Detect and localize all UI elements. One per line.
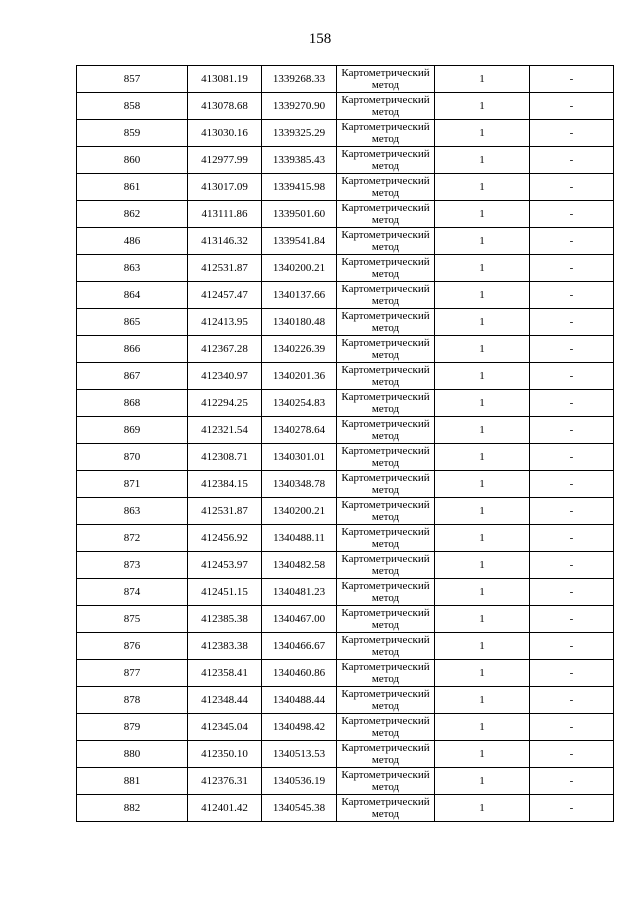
method-cell: Картометрический метод xyxy=(337,120,435,147)
x-coordinate-cell: 412531.87 xyxy=(188,255,262,282)
accuracy-cell: 1 xyxy=(435,660,530,687)
description-cell: - xyxy=(530,147,614,174)
x-coordinate-cell: 412531.87 xyxy=(188,498,262,525)
x-coordinate-cell: 413081.19 xyxy=(188,66,262,93)
description-cell: - xyxy=(530,444,614,471)
method-cell: Картометрический метод xyxy=(337,147,435,174)
table-row xyxy=(77,471,614,498)
point-number-cell: 868 xyxy=(77,390,188,417)
y-coordinate-cell: 1340348.78 xyxy=(262,471,337,498)
y-coordinate-cell: 1340488.11 xyxy=(262,525,337,552)
description-cell: - xyxy=(530,93,614,120)
method-cell: Картометрический метод xyxy=(337,336,435,363)
accuracy-cell: 1 xyxy=(435,768,530,795)
y-coordinate-cell: 1340200.21 xyxy=(262,498,337,525)
method-cell: Картометрический метод xyxy=(337,309,435,336)
accuracy-cell: 1 xyxy=(435,336,530,363)
y-coordinate-cell: 1340254.83 xyxy=(262,390,337,417)
y-coordinate-cell: 1339541.84 xyxy=(262,228,337,255)
y-coordinate-cell: 1340513.53 xyxy=(262,741,337,768)
description-cell: - xyxy=(530,390,614,417)
accuracy-cell: 1 xyxy=(435,228,530,255)
point-number-cell: 882 xyxy=(77,795,188,822)
x-coordinate-cell: 413078.68 xyxy=(188,93,262,120)
y-coordinate-cell: 1339501.60 xyxy=(262,201,337,228)
description-cell: - xyxy=(530,741,614,768)
x-coordinate-cell: 412453.97 xyxy=(188,552,262,579)
description-cell: - xyxy=(530,471,614,498)
description-cell: - xyxy=(530,282,614,309)
point-number-cell: 869 xyxy=(77,417,188,444)
y-coordinate-cell: 1340201.36 xyxy=(262,363,337,390)
description-cell: - xyxy=(530,309,614,336)
description-cell: - xyxy=(530,66,614,93)
description-cell: - xyxy=(530,633,614,660)
method-cell: Картометрический метод xyxy=(337,417,435,444)
method-cell: Картометрический метод xyxy=(337,498,435,525)
accuracy-cell: 1 xyxy=(435,282,530,309)
y-coordinate-cell: 1339270.90 xyxy=(262,93,337,120)
point-number-cell: 863 xyxy=(77,498,188,525)
x-coordinate-cell: 412348.44 xyxy=(188,687,262,714)
point-number-cell: 861 xyxy=(77,174,188,201)
accuracy-cell: 1 xyxy=(435,363,530,390)
accuracy-cell: 1 xyxy=(435,579,530,606)
y-coordinate-cell: 1340460.86 xyxy=(262,660,337,687)
x-coordinate-cell: 413111.86 xyxy=(188,201,262,228)
method-cell: Картометрический метод xyxy=(337,471,435,498)
y-coordinate-cell: 1339268.33 xyxy=(262,66,337,93)
x-coordinate-cell: 412451.15 xyxy=(188,579,262,606)
method-cell: Картометрический метод xyxy=(337,228,435,255)
x-coordinate-cell: 412340.97 xyxy=(188,363,262,390)
table-row xyxy=(77,66,614,93)
accuracy-cell: 1 xyxy=(435,606,530,633)
description-cell: - xyxy=(530,417,614,444)
description-cell: - xyxy=(530,525,614,552)
x-coordinate-cell: 413146.32 xyxy=(188,228,262,255)
method-cell: Картометрический метод xyxy=(337,444,435,471)
method-cell: Картометрический метод xyxy=(337,687,435,714)
x-coordinate-cell: 412977.99 xyxy=(188,147,262,174)
table-row xyxy=(77,174,614,201)
x-coordinate-cell: 412456.92 xyxy=(188,525,262,552)
accuracy-cell: 1 xyxy=(435,498,530,525)
point-number-cell: 874 xyxy=(77,579,188,606)
accuracy-cell: 1 xyxy=(435,525,530,552)
y-coordinate-cell: 1340137.66 xyxy=(262,282,337,309)
accuracy-cell: 1 xyxy=(435,255,530,282)
table-row xyxy=(77,606,614,633)
description-cell: - xyxy=(530,336,614,363)
description-cell: - xyxy=(530,201,614,228)
table-row xyxy=(77,255,614,282)
accuracy-cell: 1 xyxy=(435,147,530,174)
table-row xyxy=(77,660,614,687)
table-row xyxy=(77,525,614,552)
table-row xyxy=(77,120,614,147)
point-number-cell: 863 xyxy=(77,255,188,282)
accuracy-cell: 1 xyxy=(435,66,530,93)
method-cell: Картометрический метод xyxy=(337,363,435,390)
table-row xyxy=(77,336,614,363)
x-coordinate-cell: 412345.04 xyxy=(188,714,262,741)
description-cell: - xyxy=(530,552,614,579)
accuracy-cell: 1 xyxy=(435,201,530,228)
point-number-cell: 878 xyxy=(77,687,188,714)
accuracy-cell: 1 xyxy=(435,417,530,444)
point-number-cell: 860 xyxy=(77,147,188,174)
x-coordinate-cell: 412401.42 xyxy=(188,795,262,822)
page-number: 158 xyxy=(308,31,332,47)
table-row xyxy=(77,228,614,255)
y-coordinate-cell: 1340278.64 xyxy=(262,417,337,444)
method-cell: Картометрический метод xyxy=(337,768,435,795)
point-number-cell: 881 xyxy=(77,768,188,795)
table-row xyxy=(77,201,614,228)
description-cell: - xyxy=(530,120,614,147)
y-coordinate-cell: 1340226.39 xyxy=(262,336,337,363)
y-coordinate-cell: 1340481.23 xyxy=(262,579,337,606)
x-coordinate-cell: 412321.54 xyxy=(188,417,262,444)
y-coordinate-cell: 1340467.00 xyxy=(262,606,337,633)
point-number-cell: 865 xyxy=(77,309,188,336)
description-cell: - xyxy=(530,768,614,795)
x-coordinate-cell: 412385.38 xyxy=(188,606,262,633)
description-cell: - xyxy=(530,228,614,255)
accuracy-cell: 1 xyxy=(435,552,530,579)
point-number-cell: 857 xyxy=(77,66,188,93)
x-coordinate-cell: 412308.71 xyxy=(188,444,262,471)
point-number-cell: 864 xyxy=(77,282,188,309)
point-number-cell: 866 xyxy=(77,336,188,363)
table-row xyxy=(77,417,614,444)
y-coordinate-cell: 1339325.29 xyxy=(262,120,337,147)
method-cell: Картометрический метод xyxy=(337,606,435,633)
method-cell: Картометрический метод xyxy=(337,633,435,660)
point-number-cell: 876 xyxy=(77,633,188,660)
description-cell: - xyxy=(530,363,614,390)
point-number-cell: 877 xyxy=(77,660,188,687)
y-coordinate-cell: 1340498.42 xyxy=(262,714,337,741)
point-number-cell: 870 xyxy=(77,444,188,471)
description-cell: - xyxy=(530,606,614,633)
x-coordinate-cell: 412383.38 xyxy=(188,633,262,660)
point-number-cell: 880 xyxy=(77,741,188,768)
point-number-cell: 867 xyxy=(77,363,188,390)
accuracy-cell: 1 xyxy=(435,795,530,822)
description-cell: - xyxy=(530,579,614,606)
description-cell: - xyxy=(530,660,614,687)
table-row xyxy=(77,390,614,417)
accuracy-cell: 1 xyxy=(435,120,530,147)
point-number-cell: 486 xyxy=(77,228,188,255)
y-coordinate-cell: 1340180.48 xyxy=(262,309,337,336)
point-number-cell: 873 xyxy=(77,552,188,579)
accuracy-cell: 1 xyxy=(435,174,530,201)
y-coordinate-cell: 1340488.44 xyxy=(262,687,337,714)
method-cell: Картометрический метод xyxy=(337,525,435,552)
table-row xyxy=(77,795,614,822)
table-row xyxy=(77,93,614,120)
method-cell: Картометрический метод xyxy=(337,282,435,309)
table-row xyxy=(77,363,614,390)
method-cell: Картометрический метод xyxy=(337,201,435,228)
x-coordinate-cell: 412413.95 xyxy=(188,309,262,336)
table-row xyxy=(77,741,614,768)
x-coordinate-cell: 413030.16 xyxy=(188,120,262,147)
x-coordinate-cell: 412350.10 xyxy=(188,741,262,768)
method-cell: Картометрический метод xyxy=(337,714,435,741)
y-coordinate-cell: 1339415.98 xyxy=(262,174,337,201)
table-row xyxy=(77,309,614,336)
accuracy-cell: 1 xyxy=(435,687,530,714)
accuracy-cell: 1 xyxy=(435,309,530,336)
point-number-cell: 859 xyxy=(77,120,188,147)
accuracy-cell: 1 xyxy=(435,633,530,660)
y-coordinate-cell: 1340536.19 xyxy=(262,768,337,795)
description-cell: - xyxy=(530,714,614,741)
x-coordinate-cell: 412294.25 xyxy=(188,390,262,417)
description-cell: - xyxy=(530,687,614,714)
table-row xyxy=(77,579,614,606)
method-cell: Картометрический метод xyxy=(337,579,435,606)
coordinates-table-body xyxy=(77,66,614,822)
table-row xyxy=(77,282,614,309)
point-number-cell: 858 xyxy=(77,93,188,120)
y-coordinate-cell: 1340200.21 xyxy=(262,255,337,282)
y-coordinate-cell: 1340545.38 xyxy=(262,795,337,822)
point-number-cell: 872 xyxy=(77,525,188,552)
description-cell: - xyxy=(530,795,614,822)
table-row xyxy=(77,714,614,741)
y-coordinate-cell: 1340466.67 xyxy=(262,633,337,660)
point-number-cell: 862 xyxy=(77,201,188,228)
y-coordinate-cell: 1340482.58 xyxy=(262,552,337,579)
table-row xyxy=(77,147,614,174)
method-cell: Картометрический метод xyxy=(337,795,435,822)
accuracy-cell: 1 xyxy=(435,741,530,768)
accuracy-cell: 1 xyxy=(435,714,530,741)
x-coordinate-cell: 412367.28 xyxy=(188,336,262,363)
description-cell: - xyxy=(530,498,614,525)
description-cell: - xyxy=(530,174,614,201)
description-cell: - xyxy=(530,255,614,282)
accuracy-cell: 1 xyxy=(435,390,530,417)
method-cell: Картометрический метод xyxy=(337,552,435,579)
accuracy-cell: 1 xyxy=(435,444,530,471)
table-row xyxy=(77,768,614,795)
method-cell: Картометрический метод xyxy=(337,93,435,120)
table-row xyxy=(77,552,614,579)
table-row xyxy=(77,444,614,471)
y-coordinate-cell: 1340301.01 xyxy=(262,444,337,471)
accuracy-cell: 1 xyxy=(435,471,530,498)
point-number-cell: 875 xyxy=(77,606,188,633)
table-row xyxy=(77,633,614,660)
x-coordinate-cell: 413017.09 xyxy=(188,174,262,201)
method-cell: Картометрический метод xyxy=(337,741,435,768)
method-cell: Картометрический метод xyxy=(337,174,435,201)
method-cell: Картометрический метод xyxy=(337,66,435,93)
method-cell: Картометрический метод xyxy=(337,255,435,282)
accuracy-cell: 1 xyxy=(435,93,530,120)
x-coordinate-cell: 412384.15 xyxy=(188,471,262,498)
point-number-cell: 879 xyxy=(77,714,188,741)
table-row xyxy=(77,687,614,714)
table-row xyxy=(77,498,614,525)
coordinates-table xyxy=(76,65,614,822)
x-coordinate-cell: 412457.47 xyxy=(188,282,262,309)
method-cell: Картометрический метод xyxy=(337,660,435,687)
x-coordinate-cell: 412358.41 xyxy=(188,660,262,687)
x-coordinate-cell: 412376.31 xyxy=(188,768,262,795)
y-coordinate-cell: 1339385.43 xyxy=(262,147,337,174)
point-number-cell: 871 xyxy=(77,471,188,498)
method-cell: Картометрический метод xyxy=(337,390,435,417)
